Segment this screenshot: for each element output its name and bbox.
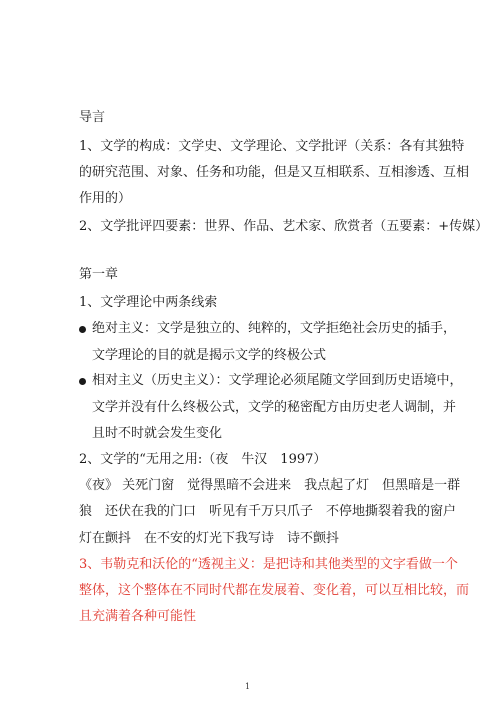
chapter-1-item-2: 2、文学的“无用之用:（夜 牛汉 1997） <box>79 452 327 467</box>
chapter-1-item-1: 1、文学理论中两条线索 <box>79 295 218 310</box>
bullet-icon <box>79 326 86 333</box>
bullet-icon <box>79 378 86 385</box>
poem-line-2: 狼 还伏在我的门口 听见有千万只爪子 不停地撕裂着我的窗户 <box>79 504 457 519</box>
poem-line-1: 《夜》 关死门窗 觉得黑暗不会进来 我点起了灯 但黑暗是一群 <box>79 478 461 493</box>
bullet-1-line-1: 绝对主义：文学是独立的、纯粹的，文学拒绝社会历史的插手， <box>92 321 457 336</box>
bullet-2-line-2: 文学并没有什么终极公式，文学的秘密配方由历史老人调制，并 <box>92 400 457 415</box>
bullet-2-line-1: 相对主义（历史主义）：文学理论必须尾随文学回到历史语境中， <box>92 373 463 388</box>
chapter-1-item-3-line-1: 3、韦勒克和沃伦的“透视主义：是把诗和其他类型的文字看做一个 <box>79 557 458 572</box>
chapter-1-item-3-line-2: 整体，这个整体在不同时代都在发展着、变化着，可以互相比较，而 <box>79 583 470 598</box>
intro-heading: 导言 <box>79 110 106 125</box>
intro-item-1-line-2: 的研究范围、对象、任务和功能，但是又互相联系、互相渗透、互相 <box>79 165 470 180</box>
bullet-1-line-2: 文学理论的目的就是揭示文学的终极公式 <box>92 348 327 363</box>
intro-item-1-line-1: 1、文学的构成：文学史、文学理论、文学批评（关系：各有其独特 <box>79 139 465 154</box>
intro-item-1-line-3: 作用的） <box>79 191 132 206</box>
bullet-2-line-3: 且时不时就会发生变化 <box>92 426 223 441</box>
intro-item-2: 2、文学批评四要素：世界、作品、艺术家、欣赏者（五要素：+传媒） <box>79 219 489 234</box>
chapter-1-heading: 第一章 <box>79 267 119 282</box>
poem-line-3: 灯在颤抖 在不安的灯光下我写诗 诗不颤抖 <box>79 531 340 546</box>
chapter-1-item-3-line-3: 且充满着各种可能性 <box>79 609 197 624</box>
page-number: 1 <box>245 682 251 691</box>
